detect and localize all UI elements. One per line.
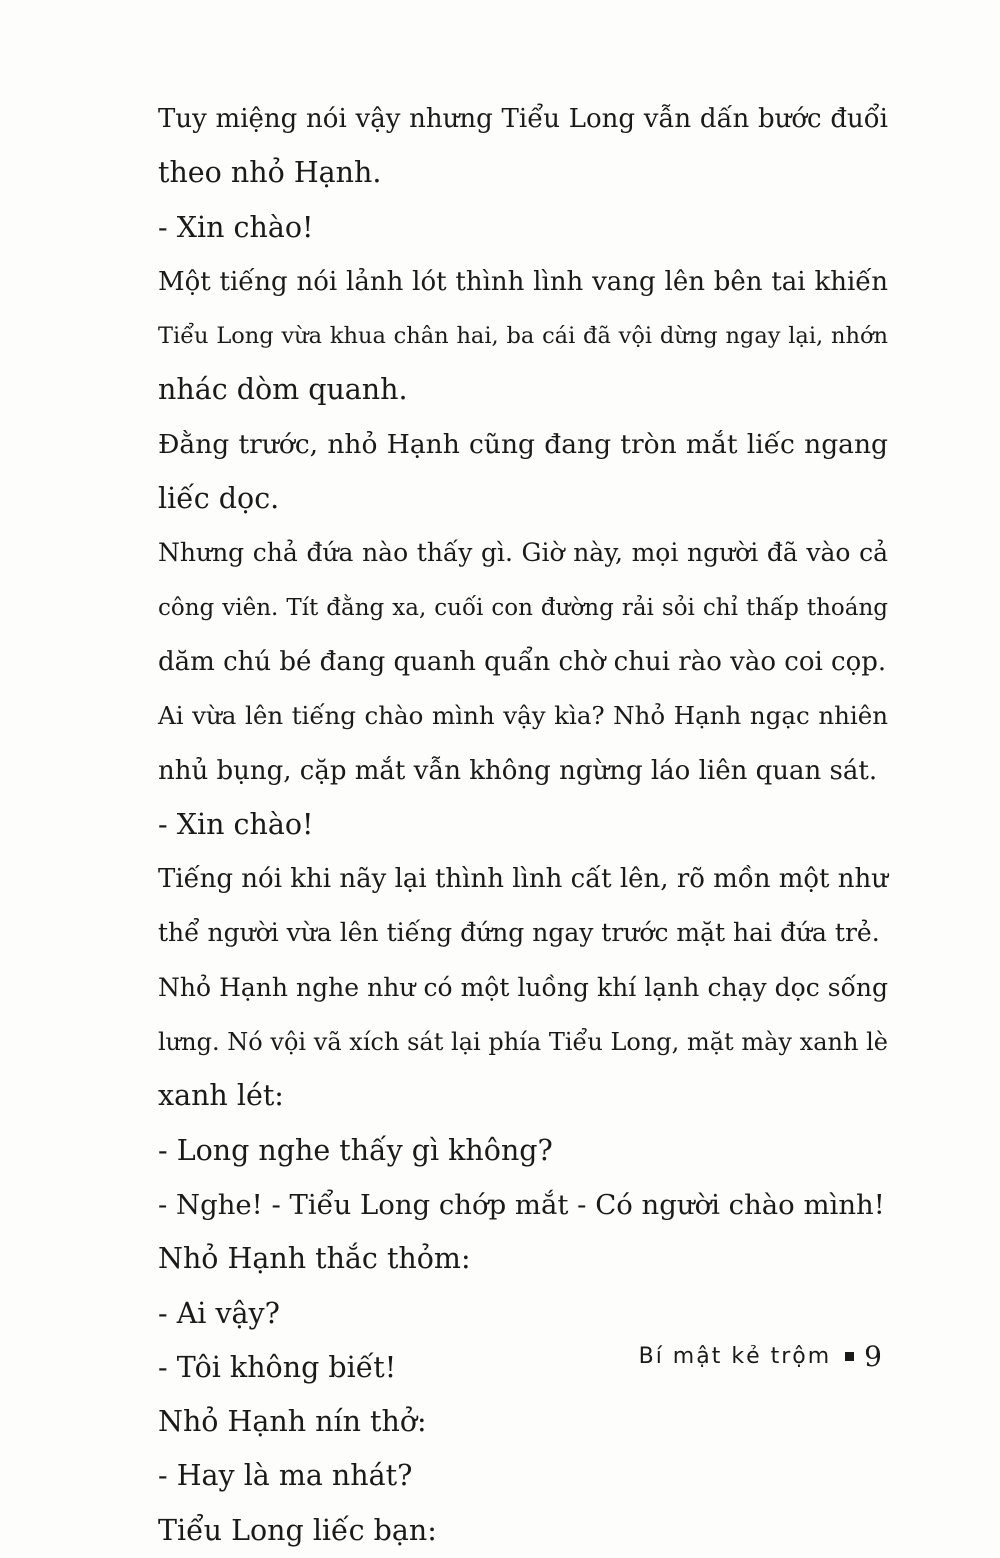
text-line: - Ai vậy? <box>158 1296 280 1330</box>
text-line: Đằng trước, nhỏ Hạnh cũng đang tròn mắt liếc ngang <box>158 428 888 460</box>
text-line: - Nghe! - Tiểu Long chớp mắt - Có người chào mình! <box>158 1188 885 1221</box>
text-line: theo nhỏ Hạnh. <box>158 156 382 190</box>
text-line: Tiếng nói khi nãy lại thình lình cất lên, rõ mồn một như <box>158 864 888 895</box>
text-line: công viên. Tít đằng xa, cuối con đường rải sỏi chỉ thấp thoáng <box>158 594 888 621</box>
text-line: Tiểu Long liếc bạn: <box>158 1513 437 1547</box>
text-line: lưng. Nó vội vã xích sát lại phía Tiểu Long, mặt mày xanh lè <box>158 1028 888 1057</box>
text-line: xanh lét: <box>158 1079 284 1113</box>
text-line: Nhỏ Hạnh nín thở: <box>158 1405 427 1439</box>
text-line: liếc dọc. <box>158 482 280 516</box>
text-line: nhác dòm quanh. <box>158 373 408 407</box>
text-line: - Xin chào! <box>158 210 314 244</box>
separator-square-icon <box>845 1352 854 1361</box>
text-line: - Xin chào! <box>158 807 314 841</box>
text-line: Tuy miệng nói vậy nhưng Tiểu Long vẫn dấn bước đuổi <box>158 104 888 134</box>
text-line: dăm chú bé đang quanh quẩn chờ chui rào vào coi cọp. <box>158 646 887 677</box>
page-footer <box>639 1340 882 1373</box>
text-line: Nhỏ Hạnh nghe như có một luồng khí lạnh chạy dọc sống <box>158 972 888 1002</box>
text-line: - Long nghe thấy gì không? <box>158 1133 553 1167</box>
text-line: - Hay là ma nhát? <box>158 1459 413 1493</box>
text-line: thể người vừa lên tiếng đứng ngay trước mặt hai đứa trẻ. <box>158 918 880 948</box>
text-line: Nhưng chả đứa nào thấy gì. Giờ này, mọi người đã vào cả <box>158 538 888 568</box>
running-title: Bí mật kẻ trộm <box>638 1344 832 1369</box>
text-line: Một tiếng nói lảnh lót thình lình vang lên bên tai khiến <box>158 266 888 297</box>
page-body <box>158 92 888 1558</box>
text-line: Tiểu Long vừa khua chân hai, ba cái đã vội dừng ngay lại, nhớn <box>158 323 888 350</box>
text-line: Ai vừa lên tiếng chào mình vậy kìa? Nhỏ Hạnh ngạc nhiên <box>158 701 888 731</box>
text-line: - Tôi không biết! <box>158 1350 397 1384</box>
page-number: 9 <box>864 1340 882 1373</box>
text-line: Nhỏ Hạnh thắc thỏm: <box>158 1242 471 1276</box>
text-line: nhủ bụng, cặp mắt vẫn không ngừng láo liên quan sát. <box>158 755 878 786</box>
